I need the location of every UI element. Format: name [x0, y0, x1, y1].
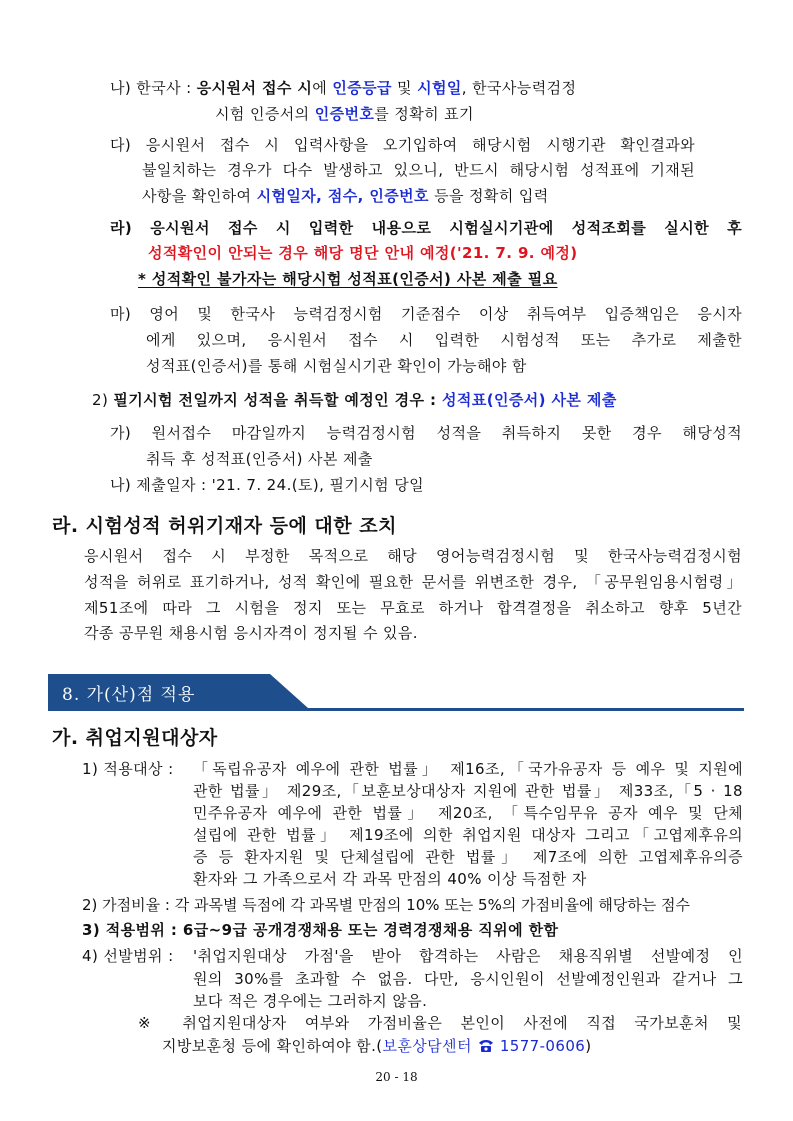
phone-icon: [478, 1037, 494, 1055]
section-ga-note-line1: ※ 취업지원대상자 여부와 가점비율은 본인이 사전에 직접 국가보훈처 및: [138, 1014, 742, 1032]
section-ra-line2: 성적을 허위로 표기하거나, 성적 확인에 필요한 문서를 위변조한 경우, 「공무원임용시험령」: [84, 573, 742, 591]
item-da-line3: 사항을 확인하여 시험일자, 점수, 인증번호 등을 정확히 입력: [142, 187, 549, 205]
section-ga-item1-line3: 민주유공자 예우에 관한 법률」 제20조, 「특수임무유 공자 예우 및 단체: [193, 804, 743, 822]
section-ga-heading: 가. 취업지원대상자: [52, 727, 218, 749]
page-number: 20 - 18: [375, 1070, 418, 1084]
item-2-ga-line1: 가) 원서접수 마감일까지 능력검정시험 성적을 취득하지 못한 경우 해당성적: [110, 424, 742, 442]
section-ga-item1-line4: 설립에 관한 법률」 제19조에 의한 취업지원 대상자 그리고「고엽제후유의: [193, 826, 743, 844]
item-na-line1: 나) 한국사 : 응시원서 접수 시에 인증등급 및 시험일, 한국사능력검정: [110, 79, 577, 97]
item-ra-line2: 성적확인이 안되는 경우 해당 명단 안내 예정('21. 7. 9. 예정): [148, 244, 578, 262]
item-ma-line1: 마) 영어 및 한국사 능력검정시험 기준점수 이상 취득여부 입증책임은 응시자: [110, 305, 742, 323]
section-ga-item1-line6: 환자와 그 가족으로서 각 과목 만점의 40% 이상 득점한 자: [193, 870, 587, 888]
item-na-line2: 시험 인증서의 인증번호를 정확히 표기: [215, 105, 474, 123]
section-ga-item1-label: 1) 적용대상 :: [82, 760, 174, 778]
section8-underline: [48, 708, 744, 711]
section-ra-heading: 라. 시험성적 허위기재자 등에 대한 조치: [52, 515, 397, 537]
section-ga-item3: 3) 적용범위 : 6급~9급 공개경쟁채용 또는 경력경쟁채용 직위에 한함: [82, 921, 559, 939]
item-da-line1: 다) 응시원서 접수 시 입력사항을 오기입하여 해당시험 시행기관 확인결과와: [110, 136, 695, 154]
section8-banner: [48, 674, 744, 712]
item-2-ga-line2: 취득 후 성적표(인증서) 사본 제출: [146, 450, 373, 468]
section-ra-line3: 제51조에 따라 그 시험을 정지 또는 무효로 하거나 합격결정을 취소하고 향후 5년간: [84, 599, 742, 617]
section-ga-item4-line2: 원의 30%를 초과할 수 없음. 다만, 응시인원이 선발예정인원과 같거나 그: [193, 970, 743, 988]
item-ma-line3: 성적표(인증서)를 통해 시험실시기관 확인이 가능해야 함: [146, 357, 527, 375]
section-ga-note-line2: 지방보훈청 등에 확인하여야 함.(보훈상담센터 1577-0606): [162, 1037, 592, 1055]
item-2: 2) 필기시험 전일까지 성적을 취득할 예정인 경우 : 성적표(인증서) 사본 제출: [92, 391, 617, 409]
section-ga-item1-line2: 관한 법률」 제29조,「보훈보상대상자 지원에 관한 법률」 제33조,「5 · 18: [193, 782, 743, 800]
section8-title: 8. 가(산)점 적용: [62, 685, 196, 705]
section-ga-item4-line1: '취업지원대상 가점'을 받아 합격하는 사람은 채용직위별 선발예정 인: [193, 947, 743, 965]
section-ra-line4: 각종 공무원 채용시험 응시자격이 정지될 수 있음.: [84, 624, 418, 642]
section-ga-item4-label: 4) 선발범위 :: [82, 947, 174, 965]
section-ga-item2: 2) 가점비율 : 각 과목별 득점에 각 과목별 만점의 10% 또는 5%의 가점비율에 해당하는 점수: [82, 896, 691, 914]
section-ra-line1: 응시원서 접수 시 부정한 목적으로 해당 영어능력검정시험 및 한국사능력검정시험: [84, 547, 742, 565]
item-ra-line1: 라) 응시원서 접수 시 입력한 내용으로 시험실시기관에 성적조회를 실시한 후: [110, 219, 742, 237]
section-ga-item1-line1: 「독립유공자 예우에 관한 법률」 제16조,「국가유공자 등 예우 및 지원에: [193, 760, 743, 778]
section-ga-item1-line5: 증 등 환자지원 및 단체설립에 관한 법률」 제7조에 의한 고엽제후유의증: [193, 848, 743, 866]
section-ga-item4-line3: 보다 적은 경우에는 그러하지 않음.: [193, 992, 428, 1010]
item-2-na: 나) 제출일자 : '21. 7. 24.(토), 필기시험 당일: [110, 476, 424, 494]
item-ma-line2: 에게 있으며, 응시원서 접수 시 입력한 시험성적 또는 추가로 제출한: [146, 331, 742, 349]
item-da-line2: 불일치하는 경우가 다수 발생하고 있으니, 반드시 해당시험 성적표에 기재된: [142, 161, 695, 179]
item-ra-note: * 성적확인 불가자는 해당시험 성적표(인증서) 사본 제출 필요: [138, 270, 558, 288]
